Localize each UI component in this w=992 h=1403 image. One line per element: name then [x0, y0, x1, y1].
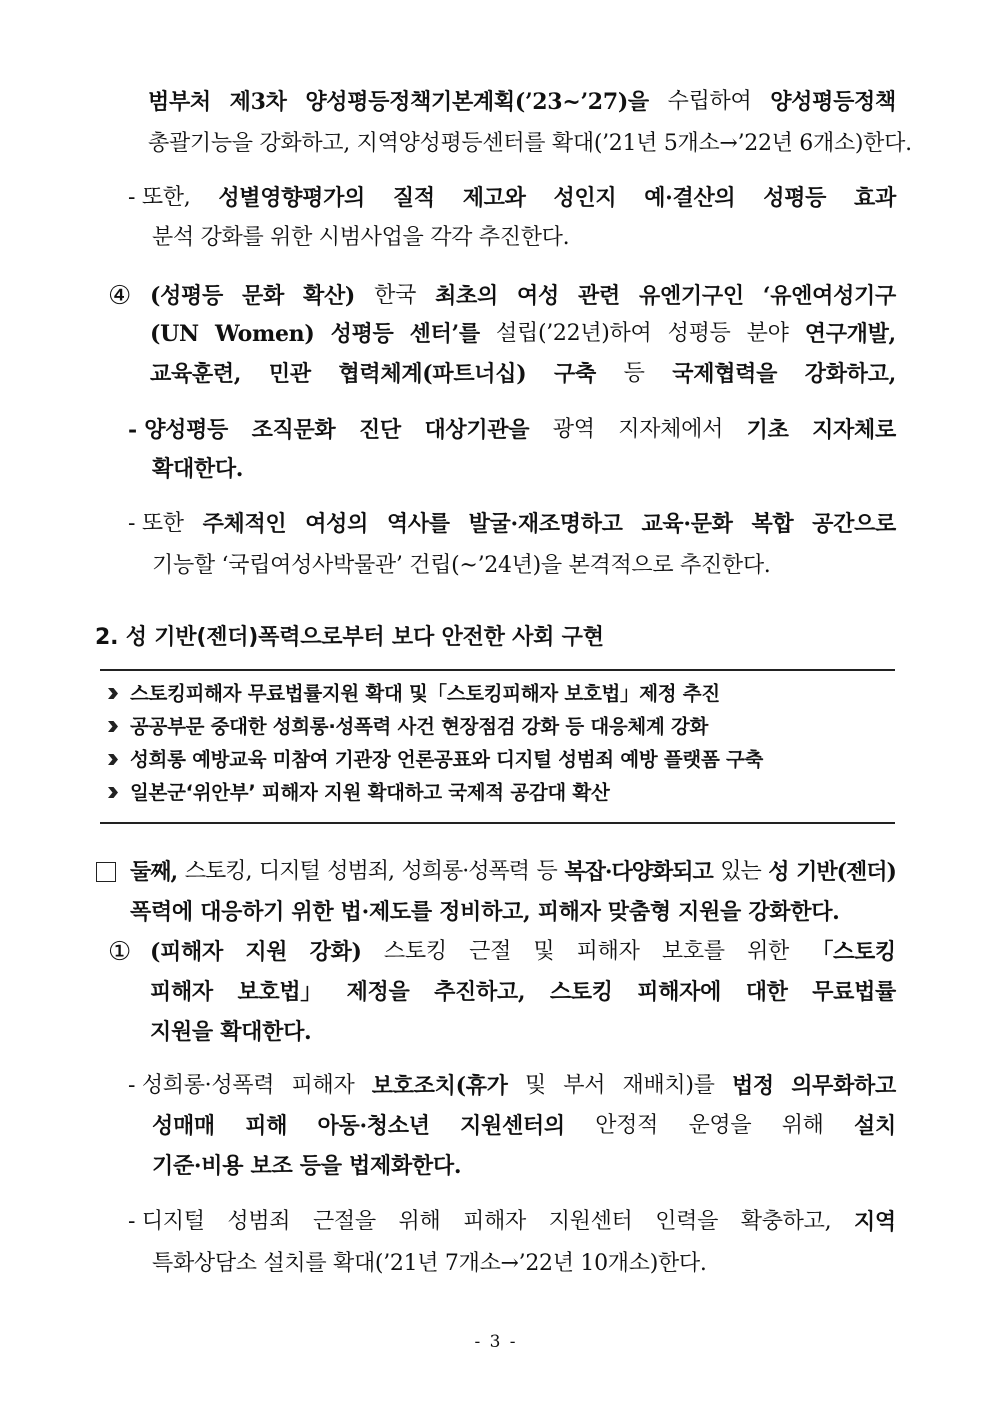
word: 지자체로 — [812, 417, 896, 443]
word: 지원센터 — [548, 1209, 633, 1234]
paragraph-line — [148, 86, 896, 118]
word: 둘째, — [130, 859, 178, 885]
word: 국제협력을 — [672, 361, 778, 387]
word: 성범죄, — [327, 859, 394, 884]
word: - 또한, — [128, 185, 191, 210]
word: 조직문화 — [251, 417, 336, 443]
numbered-item-line — [150, 358, 896, 390]
word: (성평등 — [150, 283, 223, 309]
word: (피해자 — [150, 939, 223, 965]
paragraph-line: 기준·비용 보조 등을 법제화한다. — [152, 1153, 462, 1179]
word: 확산) — [303, 283, 356, 309]
word: 지원 — [245, 939, 288, 965]
arrow-bullet-icon — [108, 688, 118, 699]
word: 공간으로 — [812, 511, 896, 537]
numbered-item-line: 지원을 확대한다. — [150, 1019, 312, 1045]
word: 질적 — [392, 185, 435, 211]
circled-number-4: ④ — [108, 281, 132, 311]
word: 발굴·재조명하고 — [468, 511, 623, 537]
word: 연구개발, — [804, 321, 896, 347]
word: 보호법」 — [237, 979, 323, 1005]
word: 예·결산의 — [644, 185, 736, 211]
word: 유엔기구인 — [639, 283, 744, 309]
word: 양성평등정책 — [770, 89, 896, 115]
word: 피해 — [245, 1113, 288, 1139]
word: 효과 — [854, 185, 896, 211]
word: 디지털 — [258, 859, 320, 884]
main-point-line: 폭력에 대응하기 위한 법·제도를 정비하고, 피해자 맞춤형 지원을 강화한다. — [130, 899, 840, 925]
word: 강화) — [309, 939, 362, 965]
word: 진단 — [358, 417, 401, 443]
word: 있는 — [720, 859, 761, 884]
word: 양성평등정책기본계획(’23~’27)을 — [305, 89, 649, 115]
word: 복잡·다양화되고 — [564, 859, 713, 885]
word: 지역 — [853, 1209, 896, 1235]
word: 민관 — [268, 361, 311, 387]
word: 피해자 — [463, 1209, 526, 1234]
dash-item — [128, 508, 896, 540]
summary-box — [100, 669, 895, 824]
word: 근절을 — [312, 1209, 376, 1234]
word: - 양성평등 — [128, 417, 228, 443]
word: - 디지털 — [128, 1209, 205, 1234]
word: 센터’를 — [409, 321, 480, 347]
word: 법정 — [731, 1073, 774, 1099]
numbered-item-line — [150, 280, 896, 312]
word: 범부처 — [148, 89, 211, 115]
word: 구축 — [554, 361, 596, 387]
summary-item: 공공부문 중대한 성희롱·성폭력 사건 현장점검 강화 등 대응체계 강화 — [108, 712, 708, 742]
word: 운영을 — [688, 1113, 752, 1138]
word: 및 — [533, 939, 555, 964]
word: 교육·문화 — [641, 511, 733, 537]
word: 지자체에서 — [618, 417, 724, 442]
summary-item: 성희롱 예방교육 미참여 기관장 언론공표와 디지털 성범죄 예방 플랫폼 구축 — [108, 745, 763, 775]
word: 성인지 — [553, 185, 617, 211]
word: 제정을 — [346, 979, 410, 1005]
paragraph-line: 총괄기능을 강화하고, 지역양성평등센터를 확대(’21년 5개소→’22년 6개소)한다. — [148, 131, 912, 156]
word: 성희롱·성폭력 — [401, 859, 530, 884]
dash-item — [128, 414, 896, 446]
word: 관련 — [578, 283, 620, 309]
word: 기반(젠더) — [796, 859, 896, 885]
word: 재배치)를 — [622, 1073, 715, 1098]
dash-item — [128, 1206, 896, 1238]
dash-item — [128, 1070, 896, 1102]
paragraph-line: 분석 강화를 위한 시범사업을 각각 추진한다. — [152, 225, 570, 250]
word: 스토킹 — [383, 939, 447, 964]
word: 추진하고, — [434, 979, 526, 1005]
word: 복합 — [751, 511, 794, 537]
word: 대상기관을 — [424, 417, 530, 443]
word: (UN — [150, 321, 199, 347]
arrow-bullet-icon — [108, 787, 118, 798]
word: 설치 — [854, 1113, 896, 1139]
word: 성별영향평가의 — [218, 185, 365, 211]
word: 등 — [536, 859, 557, 884]
paragraph-line — [152, 1110, 896, 1142]
word: 주체적인 — [202, 511, 287, 537]
word: 등 — [623, 361, 645, 386]
word: 근절 — [469, 939, 512, 964]
word: 및 — [524, 1073, 546, 1098]
page-number: - 3 - — [474, 1332, 518, 1352]
numbered-item-line — [150, 936, 896, 968]
word: 위해 — [781, 1113, 824, 1138]
paragraph-line: 특화상담소 설치를 확대(’21년 7개소→’22년 10개소)한다. — [152, 1251, 707, 1276]
arrow-bullet-icon — [108, 754, 118, 765]
word: 위한 — [747, 939, 789, 964]
word: 성평등 — [330, 321, 394, 347]
paragraph-line: 기능할 ‘국립여성사박물관’ 건립(~’24년)을 본격적으로 추진한다. — [152, 553, 771, 578]
word: 성평등 — [667, 321, 731, 346]
section-heading: 2. 성 기반(젠더)폭력으로부터 보다 안전한 사회 구현 — [95, 625, 604, 650]
word: 대한 — [745, 979, 788, 1005]
word: 성 — [768, 859, 789, 885]
numbered-item-line — [150, 318, 896, 350]
word: - 또한 — [128, 511, 184, 536]
word: 스토킹 — [549, 979, 613, 1005]
word: - 성희롱·성폭력 — [128, 1073, 275, 1098]
word: 역사를 — [386, 511, 450, 537]
word: 분야 — [746, 321, 789, 346]
word: 위해 — [398, 1209, 441, 1234]
word: 문화 — [242, 283, 284, 309]
word: 최초의 — [435, 283, 498, 309]
word: 한국 — [374, 283, 417, 308]
word: 여성 — [517, 283, 559, 309]
circled-number-1: ① — [108, 937, 132, 967]
word: 수립하여 — [667, 89, 752, 114]
word: 여성의 — [305, 511, 369, 537]
word: Women) — [214, 321, 315, 347]
word: 기초 — [746, 417, 789, 443]
word: 지원센터의 — [460, 1113, 565, 1139]
word: ‘유엔여성기구 — [762, 283, 896, 309]
word: 제고와 — [462, 185, 526, 211]
word: 강화하고, — [804, 361, 896, 387]
numbered-item-line — [150, 976, 896, 1008]
word: 「스토킹 — [811, 939, 896, 965]
word: 부서 — [563, 1073, 606, 1098]
word: 의무화하고 — [791, 1073, 896, 1099]
word: 교육훈련, — [150, 361, 242, 387]
dash-item — [128, 182, 896, 214]
main-point-line — [130, 856, 896, 888]
word: 협력체계(파트너십) — [338, 361, 527, 387]
word: 피해자 — [150, 979, 213, 1005]
word: 피해자에 — [637, 979, 722, 1005]
word: 아동·청소년 — [317, 1113, 430, 1139]
word: 스토킹, — [184, 859, 252, 884]
word: 보호조치(휴가 — [371, 1073, 508, 1099]
word: 성범죄 — [227, 1209, 291, 1234]
word: 광역 — [552, 417, 595, 442]
word: 무료법률 — [812, 979, 896, 1005]
word: 확충하고, — [740, 1209, 832, 1234]
checkbox-square-icon — [96, 862, 116, 882]
word: 인력을 — [655, 1209, 719, 1234]
summary-item: 일본군‘위안부’ 피해자 지원 확대하고 국제적 공감대 확산 — [108, 778, 610, 808]
word: 보호를 — [661, 939, 725, 964]
word: 성평등 — [763, 185, 827, 211]
summary-item: 스토킹피해자 무료법률지원 확대 및「스토킹피해자 보호법」제정 추진 — [108, 679, 720, 709]
word: 성매매 — [152, 1113, 215, 1139]
word: 피해자 — [576, 939, 640, 964]
word: 설립(’22년)하여 — [496, 321, 652, 346]
arrow-bullet-icon — [108, 721, 118, 732]
word: 제3차 — [229, 89, 287, 115]
paragraph-line: 확대한다. — [152, 456, 244, 482]
word: 안정적 — [595, 1113, 659, 1138]
word: 피해자 — [291, 1073, 355, 1098]
